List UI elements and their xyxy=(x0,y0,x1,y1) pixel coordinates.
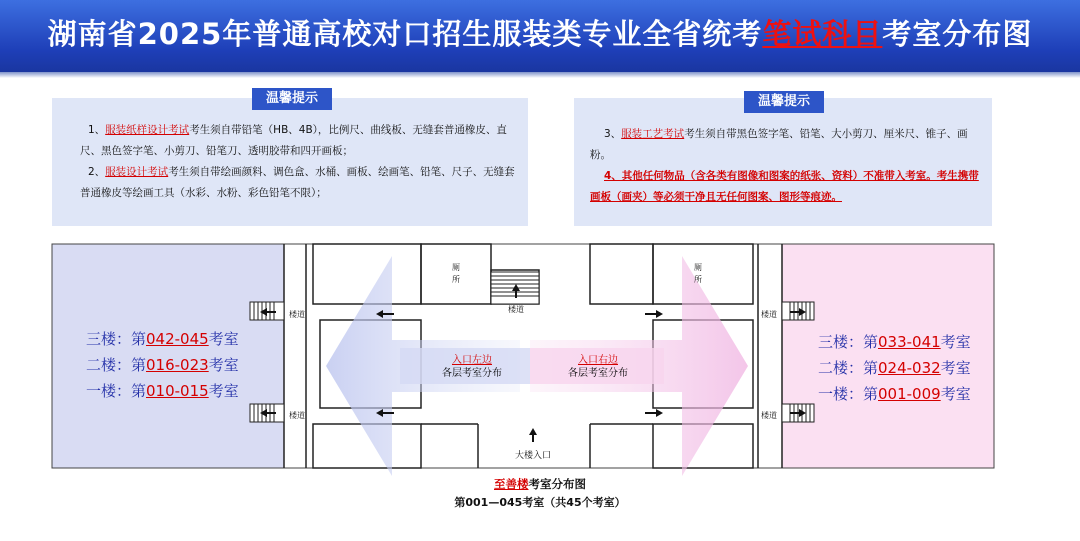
room-range: 第001—045考室（共45个考室） xyxy=(454,496,626,509)
stair-label-left-top: 楼道 xyxy=(289,310,305,319)
left-floor-2: 二楼：第016-023考室 xyxy=(86,356,239,374)
entrance-right-sub: 各层考室分布 xyxy=(568,368,628,379)
stair-label-right-top: 楼道 xyxy=(761,310,777,319)
tip-item-3: 3、服装工艺考试考生须自带黑色签字笔、铅笔、大小剪刀、厘米尺、锥子、画粉。 xyxy=(590,128,968,161)
tip-subject-2: 服装设计考试 xyxy=(105,166,169,178)
tip-item-1: 1、服装纸样设计考试考生须自带铅笔（HB、4B），比例尺、曲线板、无缝套普通橡皮、直尺、黑色签字笔、小剪刀、铅笔刀、透明胶带和四开画板； xyxy=(80,124,507,157)
entrance-left-label xyxy=(426,354,518,380)
stair-label-top: 楼道 xyxy=(508,305,524,314)
stair-label-left-bottom: 楼道 xyxy=(289,411,305,420)
stair-label-right-bottom: 楼道 xyxy=(761,411,777,420)
plan-caption xyxy=(0,476,1080,492)
tip-item-2: 2、服装设计考试考生须自带绘画颜料、调色盒、水桶、画板、绘画笔、铅笔、尺子、无缝套普通橡皮等绘画工具（水彩、水粉、彩色铅笔不限）； xyxy=(80,166,515,199)
left-floor-1: 一楼：第010-015考室 xyxy=(86,382,239,400)
right-floor-2: 二楼：第024-032考室 xyxy=(818,359,971,377)
tip-item-4: 4、其他任何物品（含各类有图像和图案的纸张、资料）不准带入考室。考生携带画板（画夹）等必须干净且无任何图案、图形等痕迹。 xyxy=(590,170,979,203)
main-entrance-label: 大楼入口 xyxy=(515,451,552,461)
entrance-right-title: 入口右边 xyxy=(578,355,618,366)
right-zone xyxy=(782,244,994,468)
left-floor-3: 三楼：第042-045考室 xyxy=(86,330,239,348)
tip-header-right: 温馨提示 xyxy=(744,91,824,113)
toilet-label-4: 所 xyxy=(694,275,702,284)
tip-header-left: 温馨提示 xyxy=(252,88,332,110)
entrance-left-title: 入口左边 xyxy=(452,355,492,366)
right-floor-1: 一楼：第001-009考室 xyxy=(818,385,971,403)
title-prefix: 湖南省2025年普通高校对口招生服装类专业全省统考 xyxy=(47,17,763,51)
entrance-right-label xyxy=(552,354,644,380)
title-suffix: 考室分布图 xyxy=(882,17,1033,51)
title-highlight: 笔试科目 xyxy=(762,17,883,51)
right-floor-3: 三楼：第033-041考室 xyxy=(818,333,971,351)
toilet-label-1: 厕 xyxy=(452,263,460,272)
caption-suffix: 考室分布图 xyxy=(528,477,586,491)
toilet-label-3: 厕 xyxy=(694,263,702,272)
toilet-label-2: 所 xyxy=(452,275,460,284)
building-name: 至善楼 xyxy=(494,477,529,491)
tip-subject-1: 服装纸样设计考试 xyxy=(105,124,190,136)
entrance-left-sub: 各层考室分布 xyxy=(442,368,502,379)
tip-subject-3: 服装工艺考试 xyxy=(621,128,685,140)
